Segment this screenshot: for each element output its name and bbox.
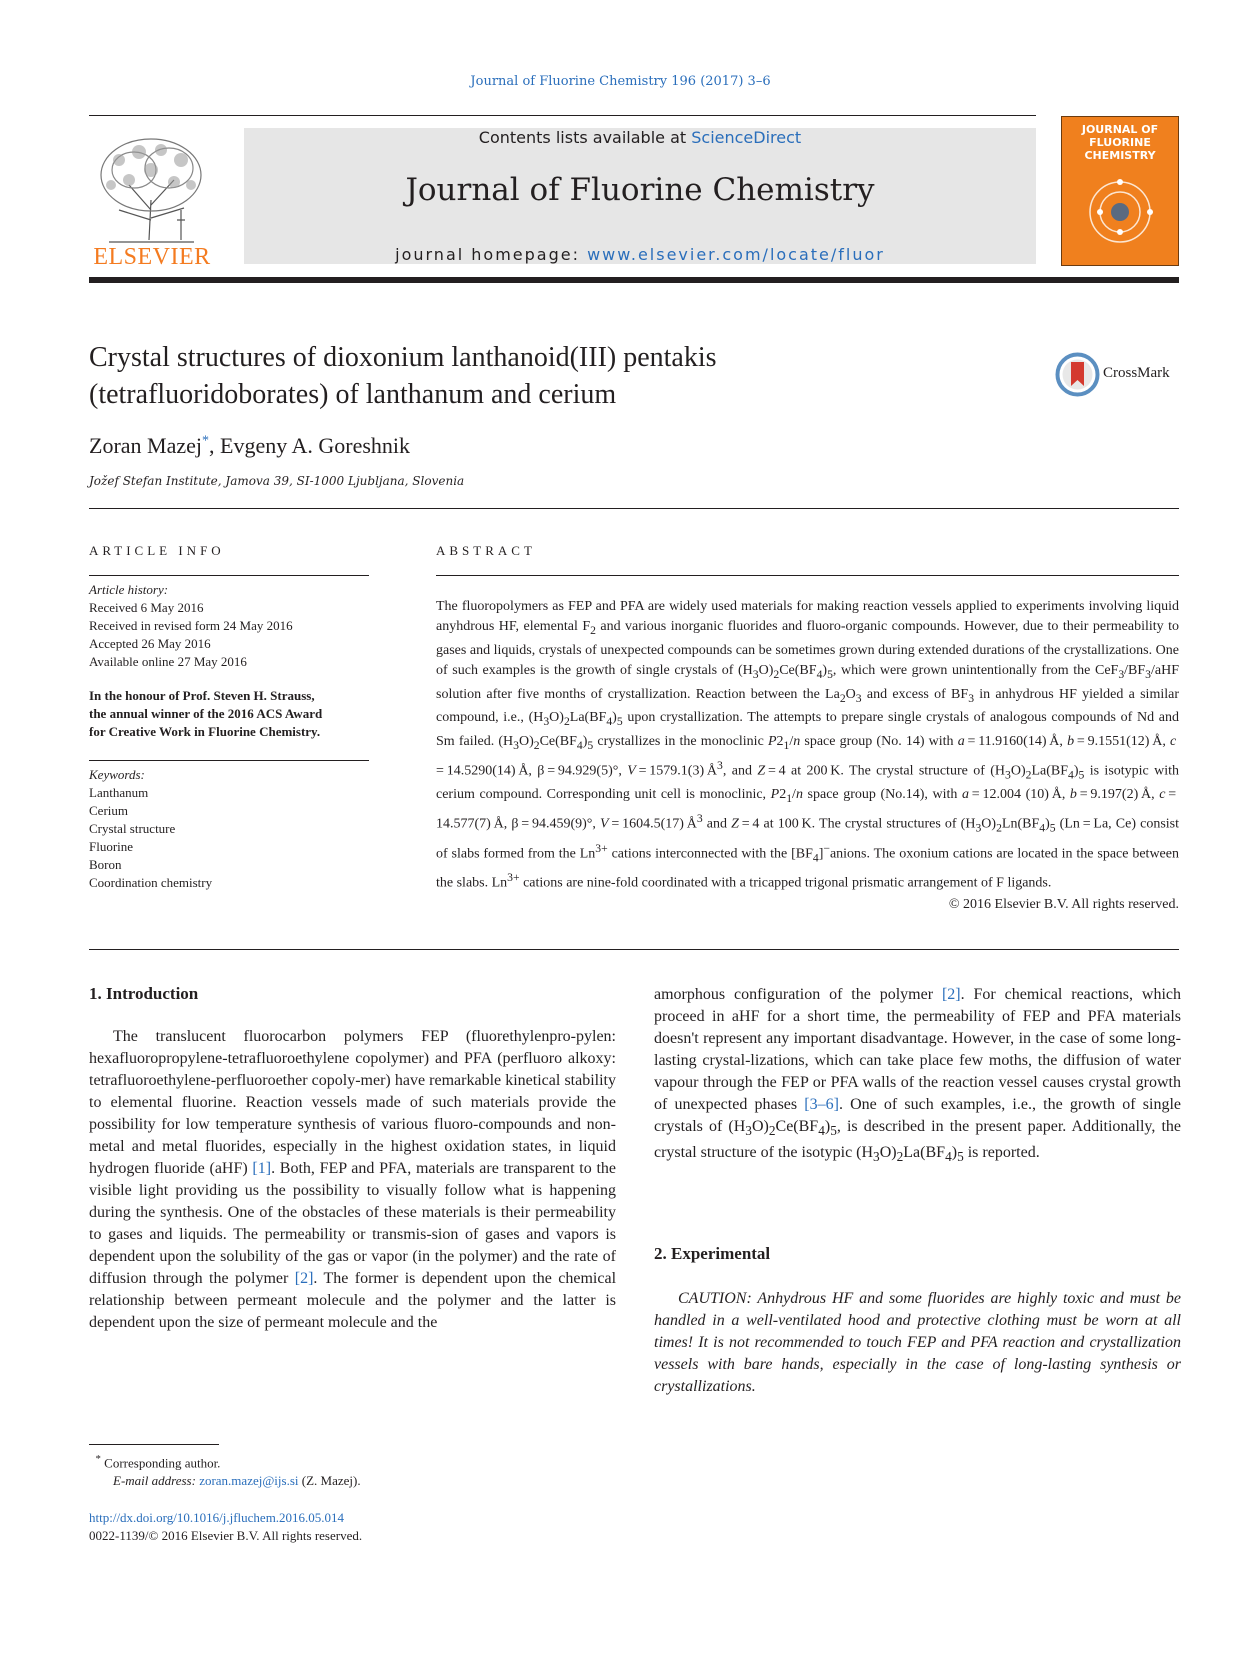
cover-title-line: JOURNAL OF — [1081, 123, 1159, 136]
citation-link[interactable]: [3–6] — [804, 1096, 839, 1113]
history-item: Accepted 26 May 2016 — [89, 636, 211, 651]
introduction-paragraph: The translucent fluorocarbon polymers FEP (fluorethylenpro-pylen: hexafluoropropylene-tetrafluoroethylene copolymer) and PFA (perfluoro alkoxy: tetrafluoroethylene-perfluoroether copoly-mer) have remarkable kinetical stability to elemental fluorine. Reaction vessels made of such materials provide the possibility for low temperature synthesis of various fluoro-compounds and non-metal and metal fluorides, especially in the highest oxidation states, in liquid hydrogen fluoride (aHF) [1]. Both, FEP and PFA, materials are transparent to the visible light providing us the possibility to visually follow what is happening during the synthesis. One of the obstacles of these materials is their permeability to gases and liquids. The permeability or transmis-sion of gases and vapors is dependent upon the solubility of the gas or vapor (in the polymer) and the rate of diffusion through the polymer [2]. The former is dependent upon the chemical relationship between permeant molecule and the polymer and the latter is dependent upon the size of permeant molecule and the — [89, 1028, 617, 1331]
cover-atom-graphic — [1080, 172, 1160, 252]
keyword: Fluorine — [89, 839, 134, 854]
contents-availability — [244, 128, 1036, 147]
doi-link[interactable]: http://dx.doi.org/10.1016/j.jfluchem.2016.05.014 — [89, 1510, 345, 1525]
citation-link[interactable]: [1] — [252, 1160, 272, 1177]
sciencedirect-link[interactable]: ScienceDirect — [691, 128, 802, 147]
abstract-text: The fluoropolymers as FEP and PFA are widely used materials for making reaction vessels applied to experiments involving liquid anyhdrous HF, elemental $F_2$ and various inorganic fluorides and fluoro-organic compounds. However, due to their permeability to gases and liquids, crystals of unexpected compounds can be sometimes grown during extended durations of the crystallizations. One of such examples is the growth of single crystals of $(H_3O)_2Ce(BF_4)_5$, which were grown unintentionally from the $CeF_3/BF_3$/aHF solution after five months of crystallization. Reaction between the $La_2O_3$ and excess of $BF_3$ in anhydrous HF yielded a similar compound, i.e., $(H_3O)_2La(BF_4)_5$ upon crystallization. The attempts to prepare single crystals of analogous compounds of Nd and Sm failed. $(H_3O)_2Ce(BF_4)_5$ crystallizes in the monoclinic $P2_1/n$ space group (No. 14) with a = 11.9160(14) Å, b = 9.1551(12) Å, c = 14.5290(14) Å, β = 94.929(5)°, V = 1579.1(3) $Å^3$, and Z = 4 at 200 K. The crystal structure of $(H_3O)_2La(BF_4)_5$ is isotypic with cerium compound. Corresponding unit cell is monoclinic, $P2_1/n$ space group (No.14), with a = 12.004 (10) Å, b = 9.197(2) Å, c = 14.577(7) Å, β = 94.459(9)°, V = 1604.5(17) $Å^3$ and Z = 4 at 100 K. The crystal structures of $(H_3O)_2Ln(BF_4)_5$ (Ln = La, Ce) consist of slabs formed from the $Ln^{3+}$ cations interconnected with the $[BF_4]^-anions$. The oxonium cations are located in the space between the slabs. $Ln^{3+}$ cations are nine-fold coordinated with a tricapped trigonal prismatic arrangement of F ligands. — [436, 599, 1180, 891]
keyword: Boron — [89, 857, 122, 872]
introduction-paragraph-continued: amorphous configuration of the polymer [2]. For chemical reactions, which proceed in aHF for a short time, the permeability of FEP and PFA materials doesn't represent any important disadvantage. However, in the case of some long-lasting crystal-lizations, which can take place few moths, the diffusion of water vapour through the FEP or PFA walls of the reaction vessel causes crystal growth of unexpected phases [3–6]. One of such examples, i.e., the growth of single crystals of $(H_3O)_2Ce(BF_4)_5$, is described in the present paper. Additionally, the crystal structure of the isotypic $(H_3O)_2La(BF_4)_5$ is reported. — [654, 986, 1182, 1165]
section-heading-introduction: 1. Introduction — [89, 984, 199, 1003]
journal-homepage — [244, 245, 1036, 264]
homepage-prefix: journal homepage: — [395, 245, 588, 264]
article-history — [89, 581, 369, 671]
email-label: E-mail address: — [113, 1473, 200, 1489]
footnote-corresponding: Corresponding author. — [100, 1455, 221, 1471]
caution-paragraph: CAUTION: Anhydrous HF and some fluorides are highly toxic and must be handled in a well-ventilated hood and protective clothing must be worn at all times! It is not recommended to touch FEP and PFA reaction and crystallization vessels with bare hands, especially in the case of long-lasting synthesis or crystallizations. — [654, 1290, 1181, 1395]
title-line: Crystal structures of dioxonium lanthanoid(III) pentakis — [89, 342, 717, 373]
corresponding-author-mark[interactable]: * — [202, 433, 209, 449]
history-item: Available online 27 May 2016 — [89, 654, 247, 669]
cover-title-line: CHEMISTRY — [1084, 149, 1156, 162]
footnote-line — [89, 1472, 361, 1490]
abstract-copyright: © 2016 Elsevier B.V. All rights reserved. — [948, 897, 1179, 912]
homepage-link[interactable]: www.elsevier.com/locate/fluor — [587, 245, 885, 264]
divider — [89, 508, 1179, 509]
footnote-rule — [89, 1444, 219, 1445]
crossmark-label[interactable]: CrossMark — [1103, 365, 1170, 381]
contents-prefix: Contents lists available at — [478, 128, 692, 147]
divider — [89, 949, 1179, 950]
cover-title — [1061, 123, 1179, 162]
keyword: Lanthanum — [89, 785, 149, 800]
dedication-line: for Creative Work in Fluorine Chemistry. — [89, 724, 321, 739]
corresponding-author-footnote — [89, 1450, 361, 1490]
elsevier-wordmark: ELSEVIER — [93, 244, 211, 270]
dedication-note — [89, 687, 374, 741]
keyword: Cerium — [89, 803, 128, 818]
section-heading-experimental: 2. Experimental — [654, 1244, 771, 1263]
history-item: Received 6 May 2016 — [89, 600, 204, 615]
journal-title: Journal of Fluorine Chemistry — [405, 172, 875, 208]
keyword: Crystal structure — [89, 821, 176, 836]
doi-block — [89, 1509, 362, 1545]
email-link[interactable]: zoran.mazej@ijs.si — [199, 1473, 299, 1489]
divider — [89, 575, 369, 576]
author-name: , Evgeny A. Goreshnik — [209, 433, 411, 458]
article-info-heading: ARTICLE INFO — [89, 543, 225, 558]
citation-link[interactable]: [2] — [941, 986, 961, 1003]
header-bottom-rule — [89, 277, 1179, 283]
footnote-mark: * — [95, 1453, 101, 1465]
keywords-heading: Keywords: — [89, 767, 145, 782]
dedication-line: In the honour of Prof. Steven H. Strauss, — [89, 688, 315, 703]
author-list — [89, 433, 410, 459]
author-name: Zoran Mazej — [89, 433, 202, 458]
article-title — [89, 339, 929, 413]
header-top-rule — [89, 115, 1036, 116]
citation-link[interactable]: [2] — [294, 1270, 314, 1287]
affiliation: Jožef Stefan Institute, Jamova 39, SI-1000 Ljubljana, Slovenia — [89, 474, 465, 488]
footnote-line — [89, 1450, 361, 1472]
keyword: Coordination chemistry — [89, 875, 213, 890]
journal-citation-link[interactable]: Journal of Fluorine Chemistry 196 (2017) 3–6 — [470, 74, 771, 89]
issn-line: 0022-1139/© 2016 Elsevier B.V. All rights reserved. — [89, 1528, 363, 1543]
history-item: Received in revised form 24 May 2016 — [89, 618, 293, 633]
dedication-line: the annual winner of the 2016 ACS Award — [89, 706, 323, 721]
email-suffix: (Z. Mazej). — [298, 1473, 361, 1489]
abstract-heading: ABSTRACT — [436, 543, 536, 558]
cover-title-line: FLUORINE — [1089, 136, 1151, 149]
history-heading: Article history: — [89, 582, 169, 597]
crossmark-icon[interactable] — [1055, 352, 1100, 397]
keywords-list — [89, 766, 369, 892]
title-line: (tetrafluoridoborates) of lanthanum and cerium — [89, 379, 617, 410]
divider — [436, 575, 1179, 576]
divider — [89, 760, 369, 761]
